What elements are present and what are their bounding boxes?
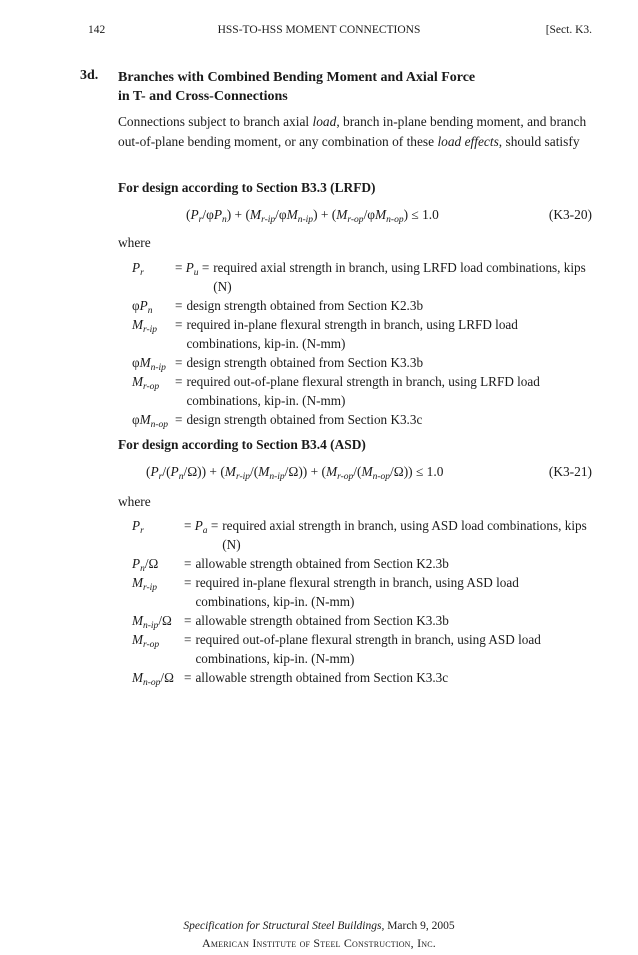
- definition-row: $M_{n-op}/\Omega$ = allowable strength obtained from Section K3.3c: [132, 668, 592, 687]
- definition-text: design strength obtained from Section K3.3b: [186, 355, 424, 370]
- definition-text: design strength obtained from Section K3.3c: [186, 412, 423, 427]
- section-number: 3d.: [80, 68, 99, 83]
- symbol-pn-omega: $P_n/\Omega$: [132, 556, 159, 574]
- section-reference: [Sect. K3.: [545, 24, 592, 36]
- symbol-mr-ip: $M_{r-ip}$: [132, 575, 158, 593]
- definition-row: $\varphi M_{n-ip}$ = design strength obtained from Section K3.3b: [132, 353, 592, 372]
- footer-date: March 9, 2005: [384, 920, 455, 932]
- lrfd-where: where: [118, 235, 151, 250]
- definition-text: allowable strength obtained from Section K3.3c: [195, 670, 449, 685]
- definition-text: required out-of-plane flexural strength in branch, using ASD load combinations, kip-in. (N-mm): [195, 632, 541, 666]
- asd-definitions: [132, 516, 592, 687]
- definition-row: $M_{r-op}$ = required out-of-plane flexural strength in branch, using ASD load combinations, kip-in. (N-mm): [132, 630, 592, 668]
- definition-row: $\varphi P_n$ = design strength obtained from Section K2.3b: [132, 296, 592, 315]
- symbol-mn-ip-omega: $M_{n-ip}/\Omega$: [132, 613, 172, 631]
- asd-where: where: [118, 494, 151, 509]
- symbol-mr-op: $M_{r-op}$: [132, 374, 160, 392]
- asd-equation: $(P_r/(P_n/\Omega)) + (M_{r-ip}/(M_{n-ip}/\Omega)) + (M_{r-op}/(M_{n-op}/\Omega)) \le 1.0$: [146, 464, 444, 482]
- asd-equation-number: (K3-21): [548, 464, 592, 479]
- page-number: 142: [88, 24, 106, 36]
- definition-text: required out-of-plane flexural strength in branch, using LRFD load combinations, kip-in. (N-mm): [186, 374, 540, 408]
- intro-italic-load: load: [312, 114, 337, 129]
- footer-spec-name: Specification for Structural Steel Buildings,: [183, 920, 385, 932]
- definition-row: $P_r$ = $P_a$ = required axial strength in branch, using ASD load combinations, kips (N): [132, 516, 592, 554]
- intro-italic-load-effects: load effects: [437, 134, 499, 149]
- lrfd-equation-number: (K3-20): [548, 207, 592, 222]
- lrfd-equation: $(P_r/\varphi P_n) + (M_{r-ip}/\varphi M_{n-ip}) + (M_{r-op}/\varphi M_{n-op}) \le 1.0$: [186, 207, 439, 225]
- definition-row: $M_{r-ip}$ = required in-plane flexural strength in branch, using ASD load combinations, kip-in. (N-mm): [132, 573, 592, 611]
- symbol-pr: $P_r$: [132, 260, 144, 278]
- running-title: HSS-TO-HSS MOMENT CONNECTIONS: [217, 24, 421, 36]
- definition-row: $P_r$ = $P_u$ = required axial strength in branch, using LRFD load combinations, kips (N): [132, 258, 592, 296]
- definition-text: required in-plane flexural strength in branch, using ASD load combinations, kip-in. (N-mm): [195, 575, 519, 609]
- symbol-mr-ip: $M_{r-ip}$: [132, 317, 158, 335]
- footer-publisher: American Institute of Steel Construction, Inc.: [202, 936, 436, 950]
- definition-row: $M_{r-op}$ = required out-of-plane flexural strength in branch, using LRFD load combinations, kip-in. (N-mm): [132, 372, 592, 410]
- footer-spec-title: [0, 920, 638, 932]
- definition-row: $P_n/\Omega$ = allowable strength obtained from Section K2.3b: [132, 554, 592, 573]
- symbol-pr: $P_r$: [132, 518, 144, 536]
- definition-row: $M_{n-ip}/\Omega$ = allowable strength obtained from Section K3.3b: [132, 611, 592, 630]
- section-title-line-1: Branches with Combined Bending Moment and Axial Force: [118, 70, 476, 85]
- symbol-phi-mn-op: $\varphi M_{n-op}$: [132, 412, 169, 430]
- definition-text: allowable strength obtained from Section K2.3b: [195, 556, 449, 571]
- intro-text-1: Connections subject to branch axial: [118, 114, 313, 129]
- section-title-line-2: in T- and Cross-Connections: [118, 89, 288, 104]
- intro-text-2: , branch in-plane bending moment, and branch out-of-plane bending moment, or any combination of these: [118, 114, 587, 149]
- definition-text: required axial strength in branch, using ASD load combinations, kips (N): [222, 518, 587, 552]
- definition-row: $\varphi M_{n-op}$ = design strength obtained from Section K3.3c: [132, 410, 592, 429]
- intro-paragraph: [118, 112, 592, 152]
- asd-heading: For design according to Section B3.4 (ASD): [118, 437, 366, 452]
- intro-text-3: , should satisfy: [498, 134, 580, 149]
- symbol-phi-mn-ip: $\varphi M_{n-ip}$: [132, 355, 166, 373]
- lrfd-heading: For design according to Section B3.3 (LRFD): [118, 180, 376, 195]
- symbol-mn-op-omega: $M_{n-op}/\Omega$: [132, 670, 174, 688]
- definition-text: design strength obtained from Section K2.3b: [186, 298, 424, 313]
- definition-row: $M_{r-ip}$ = required in-plane flexural strength in branch, using LRFD load combinations, kip-in. (N-mm): [132, 315, 592, 353]
- section-title: [118, 68, 538, 106]
- symbol-phi-pn: $\varphi P_n$: [132, 298, 153, 316]
- definition-text: required axial strength in branch, using LRFD load combinations, kips (N): [213, 260, 586, 294]
- definition-text: allowable strength obtained from Section K3.3b: [195, 613, 449, 628]
- definition-text: required in-plane flexural strength in branch, using LRFD load combinations, kip-in. (N-mm): [186, 317, 518, 351]
- lrfd-definitions: [132, 258, 592, 429]
- symbol-mr-op: $M_{r-op}$: [132, 632, 160, 650]
